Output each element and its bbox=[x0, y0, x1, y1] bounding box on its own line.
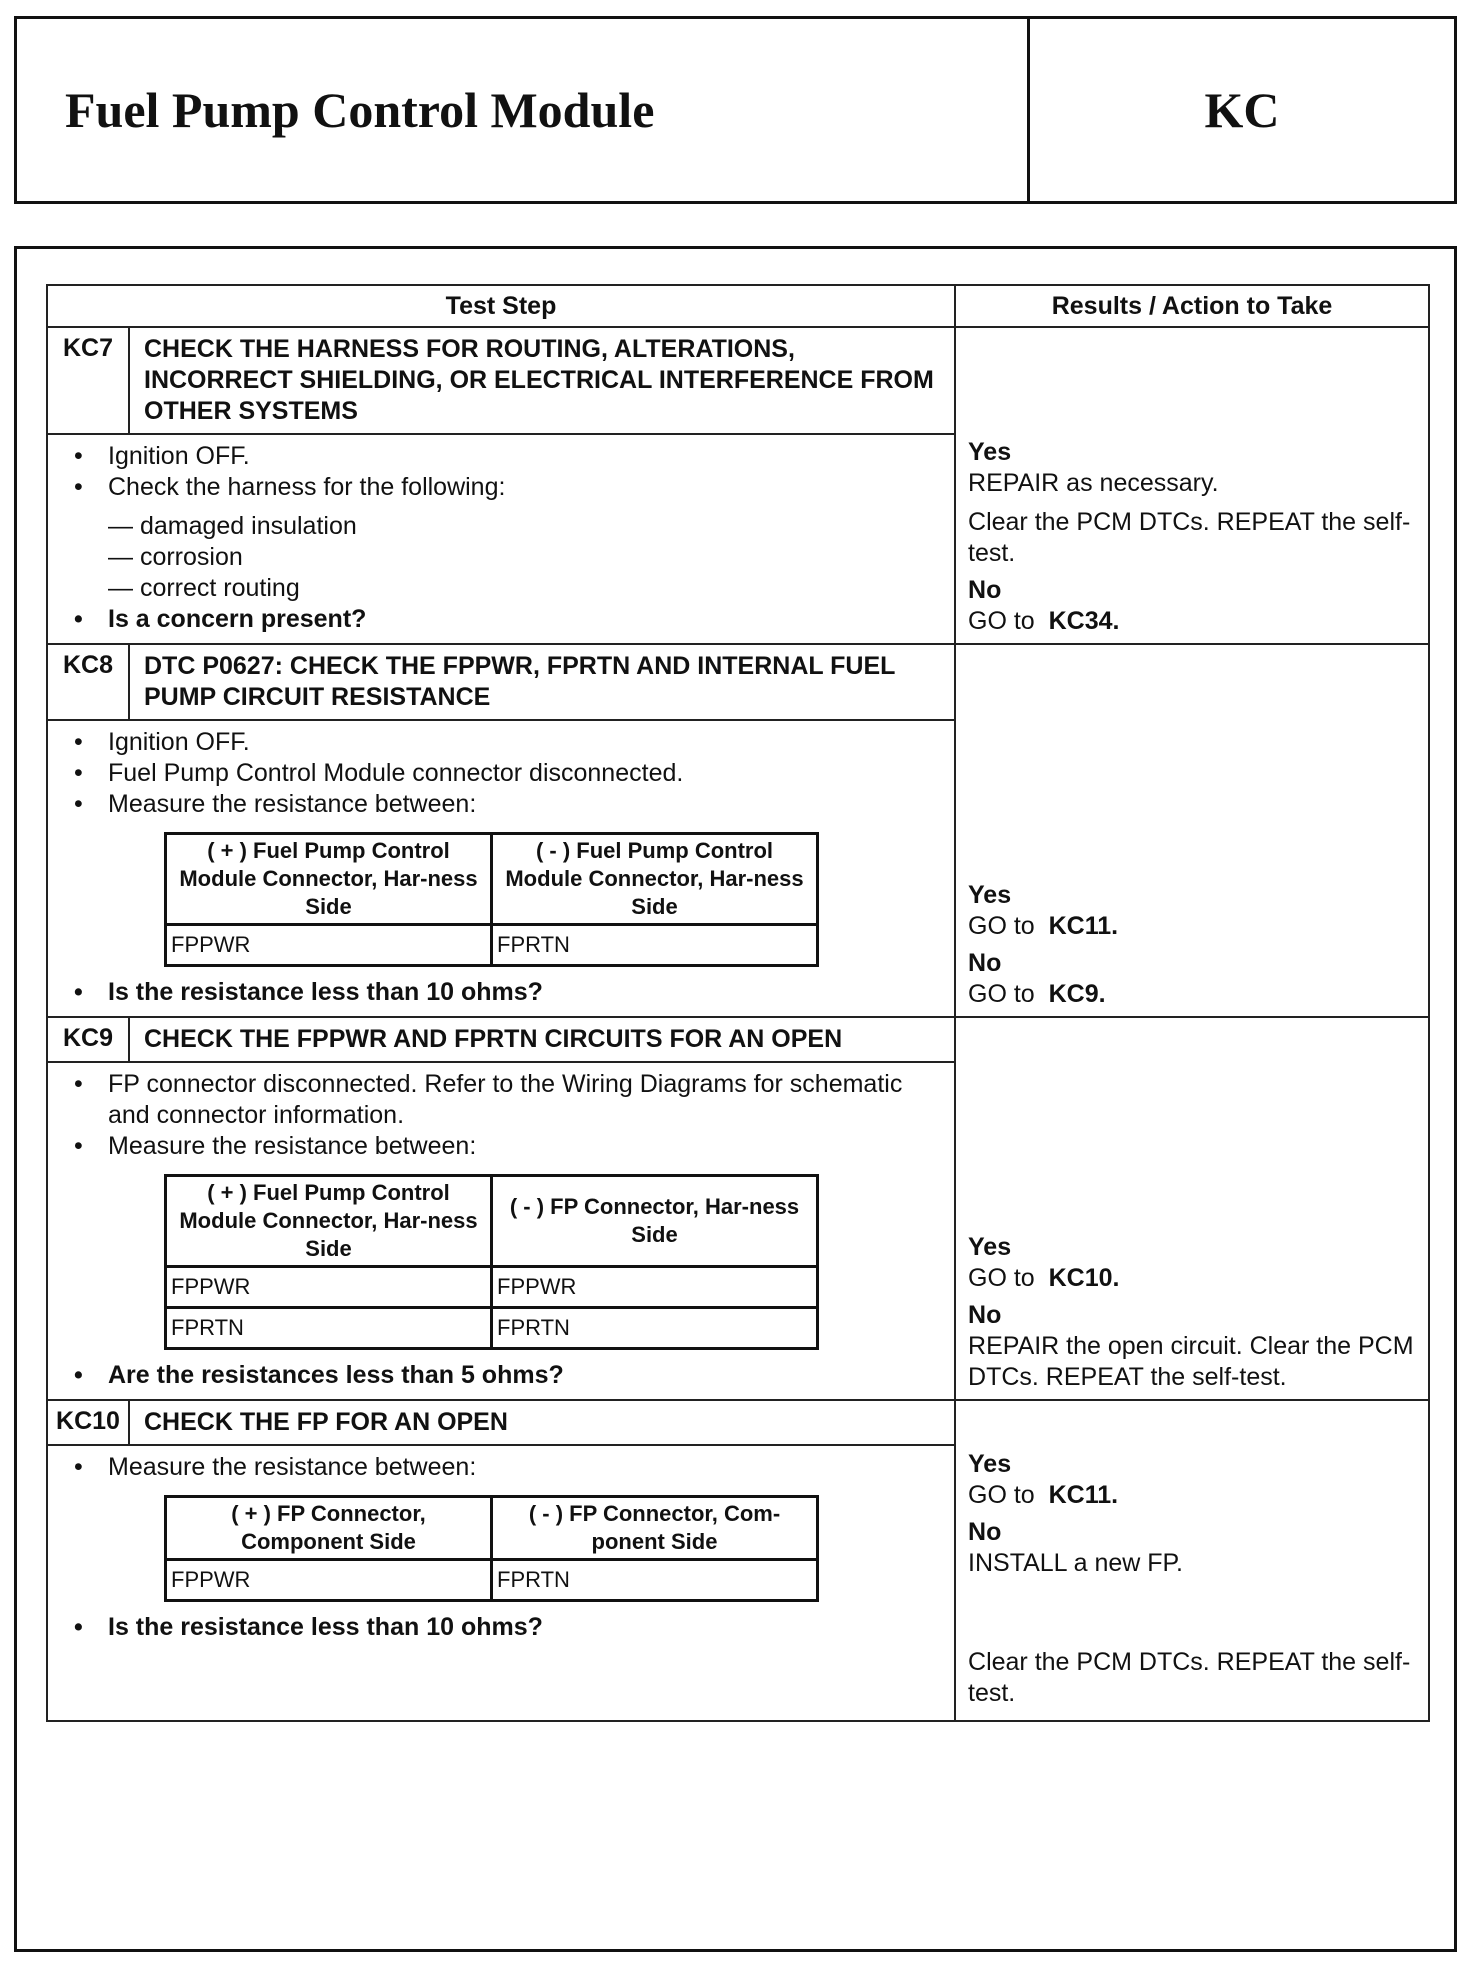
step-kc7-title-row bbox=[47, 327, 1429, 434]
table-row bbox=[166, 1497, 818, 1560]
result-no-label: No bbox=[968, 1518, 1002, 1546]
result-after-note: Clear the PCM DTCs. REPEAT the self-test. bbox=[968, 1648, 1411, 1707]
result-yes-action: REPAIR as necessary. bbox=[968, 469, 1219, 497]
table-cell: FPRTN bbox=[492, 1308, 818, 1349]
result-yes-action: GO to KC11. bbox=[968, 1481, 1119, 1509]
table-cell: FPRTN bbox=[166, 1308, 492, 1349]
result-no-action: INSTALL a new FP. bbox=[968, 1549, 1183, 1577]
result-no-action: GO to KC34. bbox=[968, 607, 1120, 635]
result-yes-label: Yes bbox=[968, 1450, 1012, 1478]
step-title-kc8: DTC P0627: CHECK THE FPPWR, FPRTN AND INTERNAL FUEL PUMP CIRCUIT RESISTANCE bbox=[129, 644, 955, 720]
table-cell: FPPWR bbox=[492, 1267, 818, 1308]
table-header-cell: ( - ) FP Connector, Har-ness Side bbox=[492, 1176, 818, 1267]
table-header-cell: ( - ) Fuel Pump Control Module Connector, Har-ness Side bbox=[492, 834, 818, 925]
result-kc7 bbox=[955, 327, 1429, 644]
step-code-kc10: KC10 bbox=[47, 1400, 129, 1445]
step-body-kc10 bbox=[47, 1445, 955, 1721]
list-item: — correct routing bbox=[108, 574, 300, 602]
list-item: — corrosion bbox=[108, 543, 243, 571]
list-item: • Check the harness for the following: bbox=[64, 472, 944, 503]
result-yes-label: Yes bbox=[968, 1233, 1012, 1261]
list-item: • Ignition OFF. bbox=[64, 727, 944, 758]
step-kc8-title-row bbox=[47, 644, 1429, 720]
result-yes-action: GO to KC11. bbox=[968, 912, 1119, 940]
table-cell: FPRTN bbox=[492, 1560, 818, 1601]
table-row bbox=[166, 834, 818, 925]
step-title-kc9: CHECK THE FPPWR AND FPRTN CIRCUITS FOR AN OPEN bbox=[129, 1017, 955, 1062]
list-item: • Measure the resistance between: bbox=[64, 789, 944, 820]
result-kc9 bbox=[955, 1017, 1429, 1400]
result-kc8 bbox=[955, 644, 1429, 1017]
step-question: • Is a concern present? bbox=[64, 604, 944, 635]
table-row bbox=[166, 925, 818, 966]
step-code-kc8: KC8 bbox=[47, 644, 129, 720]
step-body-kc9 bbox=[47, 1062, 955, 1400]
table-cell: FPPWR bbox=[166, 1267, 492, 1308]
step-kc9-title-row bbox=[47, 1017, 1429, 1062]
test-step-table bbox=[46, 284, 1430, 1722]
table-cell: FPPWR bbox=[166, 1560, 492, 1601]
result-yes-action: GO to KC10. bbox=[968, 1264, 1120, 1292]
list-item: • Ignition OFF. bbox=[64, 441, 944, 472]
col-header-results: Results / Action to Take bbox=[955, 285, 1429, 327]
list-item: • Fuel Pump Control Module connector disconnected. bbox=[64, 758, 944, 789]
measurement-table-kc8 bbox=[164, 832, 819, 967]
table-header-row bbox=[47, 285, 1429, 327]
list-item: — damaged insulation bbox=[108, 512, 357, 540]
result-yes-label: Yes bbox=[968, 438, 1012, 466]
result-no-action: GO to KC9. bbox=[968, 980, 1106, 1008]
result-yes-label: Yes bbox=[968, 881, 1012, 909]
list-item: • Measure the resistance between: bbox=[64, 1131, 944, 1162]
table-cell: FPPWR bbox=[166, 925, 492, 966]
step-code-kc9: KC9 bbox=[47, 1017, 129, 1062]
list-item: • Measure the resistance between: bbox=[64, 1452, 944, 1483]
section-code: KC bbox=[1204, 82, 1280, 138]
page-title: Fuel Pump Control Module bbox=[65, 82, 655, 138]
result-no-label: No bbox=[968, 949, 1002, 977]
result-yes-action-2: Clear the PCM DTCs. REPEAT the self-test. bbox=[968, 508, 1411, 567]
result-kc10 bbox=[955, 1400, 1429, 1721]
page-header bbox=[14, 16, 1457, 204]
col-header-test-step: Test Step bbox=[47, 285, 955, 327]
table-row bbox=[166, 1267, 818, 1308]
step-question: • Is the resistance less than 10 ohms? bbox=[64, 1612, 944, 1643]
step-code-kc7: KC7 bbox=[47, 327, 129, 434]
step-body-kc8 bbox=[47, 720, 955, 1017]
table-header-cell: ( + ) FP Connector, Component Side bbox=[166, 1497, 492, 1560]
step-kc10-title-row bbox=[47, 1400, 1429, 1445]
table-cell: FPRTN bbox=[492, 925, 818, 966]
table-header-cell: ( - ) FP Connector, Com-ponent Side bbox=[492, 1497, 818, 1560]
step-title-kc7: CHECK THE HARNESS FOR ROUTING, ALTERATIONS, INCORRECT SHIELDING, OR ELECTRICAL INTERFERENCE FROM OTHER SYSTEMS bbox=[129, 327, 955, 434]
table-row bbox=[166, 1176, 818, 1267]
step-question: • Are the resistances less than 5 ohms? bbox=[64, 1360, 944, 1391]
list-item: • FP connector disconnected. Refer to the Wiring Diagrams for schematic and connector information. bbox=[64, 1069, 944, 1131]
table-header-cell: ( + ) Fuel Pump Control Module Connector, Har-ness Side bbox=[166, 1176, 492, 1267]
measurement-table-kc9 bbox=[164, 1174, 819, 1350]
result-no-label: No bbox=[968, 1301, 1002, 1329]
measurement-table-kc10 bbox=[164, 1495, 819, 1602]
step-title-kc10: CHECK THE FP FOR AN OPEN bbox=[129, 1400, 955, 1445]
step-body-kc7 bbox=[47, 434, 955, 644]
result-no-label: No bbox=[968, 576, 1002, 604]
table-row bbox=[166, 1560, 818, 1601]
step-question: • Is the resistance less than 10 ohms? bbox=[64, 977, 944, 1008]
result-no-action: REPAIR the open circuit. Clear the PCM DTCs. REPEAT the self-test. bbox=[968, 1332, 1414, 1391]
table-row bbox=[166, 1308, 818, 1349]
table-header-cell: ( + ) Fuel Pump Control Module Connector, Har-ness Side bbox=[166, 834, 492, 925]
